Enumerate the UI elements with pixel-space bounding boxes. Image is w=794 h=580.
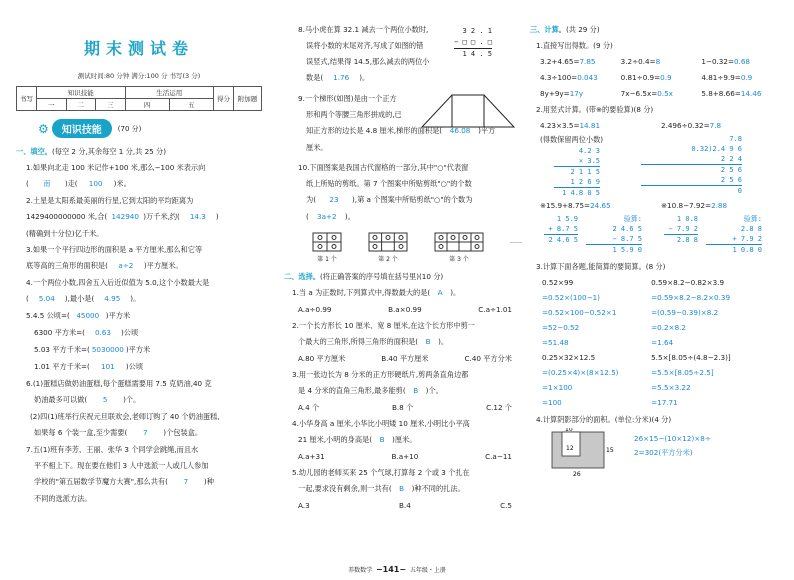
answer[interactable]: B xyxy=(379,435,385,444)
exam-info: 测试时间:80 分钟 满分:100 分 书写(3 分) xyxy=(77,72,201,80)
answer[interactable]: 4.95 xyxy=(104,294,121,303)
vertical-multiplication: 4.2 3 × 3.5 2 1 1 5 1 2 6 9 1 4.8 0 5 xyxy=(540,146,600,198)
answer[interactable]: 5.04 xyxy=(38,294,55,303)
section-points: (70 分) xyxy=(117,124,142,133)
question-4: 4.一个两位小数,四舍五入后近似值为 5.0,这个小数最大是 ( 5.04 ),最小是( 4.95 )。 xyxy=(16,275,262,308)
question-6: 6.(1)蛋糕店做奶油蛋糕,每个蛋糕需要用 7.5 克奶油,40 克 奶油最多可以做( 5 )个。 (2)四(1)班举行庆祝元旦联欢会,老师订购了 40 个奶油蛋糕, 如果每 6 个装一盒,至少需要( 7 )个包装盒。 xyxy=(16,376,262,442)
section-head xyxy=(16,119,262,138)
column-right: 三、计算。(共 29 分) 1.直接写出得数。(9 分) 3.2+4.65=7.85 3.2÷0.4=8 1−0.32=0.68 4.3÷100=0.043 0.81÷0.9=0.9 4.81÷9.9=0.9 8y+9y=17y 7x−6.5x=0.5x 5.8+8.66=14.46 2.用竖式计算。(带※的要验算)(8 分) 4.23×3.5=14.81 2.496÷0.32=7.8 (得数保留两位小数) 4.2 3 × 3.5 2 1 1 5 1 2 6 9 1 4.8 0 5 7.8 0.32)2.4 9 6 2 2 4 2 5 6 2 5 6 0 ※15.9+8.75=24.65 ※10.8−7.92=2.88 1 5.9 + 8.7 5 2 4.6 5 验算: 2 4.6 5 − 8.7 5 1 5.9 0 1 0.8 − 7.9 2 2.8 8 验算: 2.8 8 + 7.9 2 1 0.8 0 3.计算下面各题,能简算的要简算。(8 分) 0.52×99 =0.52×(100−1) =0.52×100−0.52×1 =52−0.52 =51.48 0.59×8.2−0.82×3.9 =0.59×8.2−8.2×0.39 =(0.59−0.39)×8.2 =0.2×8.2 =1.64 0.25×32×12.5 =(0.25×4)×(8×12.5) =1×100 =100 5.5×[8.05÷(4.8−2.3)] =5.5×[8.05÷2.5] =5.5×3.22 =17.71 4.计算阴影部分的面积。(单位:分米)(4 分) 10 12 15 26 26×15−(10×12)×8÷ 2=302(平方分米) xyxy=(530,22,782,478)
question-5: 5.4.5 公顷=( 45000 )平方米 6300 平方米=( 0.63 )公顷 5.03 平方千米=( 5030000 )平方米 1.01 平方千米=( 101 )公顷 xyxy=(16,308,262,376)
answer[interactable]: 101 xyxy=(101,362,115,371)
window-pattern: 第 1 个 xyxy=(312,232,342,263)
pattern-ellipsis: …… xyxy=(510,238,522,245)
part-head: 三、计算。(共 29 分) xyxy=(530,25,600,34)
score-cell: 四 xyxy=(125,99,169,111)
svg-text:10: 10 xyxy=(565,428,573,433)
vertical-subtraction: 1 0.8 − 7.9 2 2.8 8 xyxy=(664,214,698,255)
svg-text:15: 15 xyxy=(606,447,614,454)
option[interactable]: A.3 xyxy=(298,501,310,510)
option[interactable]: B.40 平方厘米 xyxy=(381,354,429,363)
answer[interactable]: 142940 xyxy=(111,212,139,221)
score-cell: 得分 xyxy=(214,87,234,111)
answer[interactable]: 14.3 xyxy=(189,212,206,221)
section-badge: 知识技能 xyxy=(52,119,112,138)
option[interactable]: B.4 xyxy=(398,501,411,510)
calc3-head: 3.计算下面各题,能简算的要简算。(8 分) xyxy=(536,262,666,271)
answer[interactable]: 1.76 xyxy=(333,73,350,82)
answer[interactable]: B xyxy=(399,484,405,493)
answer[interactable]: 100 xyxy=(88,179,103,188)
vertical-addition: 1 5.9 + 8.7 5 2 4.6 5 xyxy=(544,214,578,255)
mc-question-3: 3.用一张边长为 8 分米的正方形硬纸片,剪两条直角边都 是 4 分米的直角三角形,最多能剪( B )个。 A.4 个 B.8 个 C.12 个 xyxy=(284,367,522,416)
check-subtraction: 验算: 2 4.6 5 − 8.7 5 1 5.9 0 xyxy=(586,214,642,255)
window-pattern-row xyxy=(284,232,522,263)
simplify-block: 0.52×99 =0.52×(100−1) =0.52×100−0.52×1 =52−0.52 =51.48 0.59×8.2−0.82×3.9 =0.59×8.2−8.2×0.39 =(0.59−0.39)×8.2 =0.2×8.2 =1.64 xyxy=(542,278,731,347)
window-pattern: 第 2 个 xyxy=(368,232,408,263)
score-cell: 一 xyxy=(37,99,67,111)
page-title: 期末测试卷 xyxy=(83,39,194,58)
mc-question-4: 4.小华身高 a 厘米,小华比小明矮 10 厘米,小明比小平高 21 厘米,小明的身高是( B )厘米。 A.a+31 B.a+10 C.a−11 xyxy=(284,416,522,465)
column-left xyxy=(16,22,262,507)
answer[interactable]: A xyxy=(437,288,443,297)
simplify-block-2: 0.25×32×12.5 =(0.25×4)×(8×12.5) =1×100 =100 5.5×[8.05÷(4.8−2.3)] =5.5×[8.05÷2.5] =5.5×3.22 =17.71 xyxy=(542,353,731,407)
score-cell: 二 xyxy=(66,99,96,111)
question-7: 7.五(1)班有李芳、王丽、张华 3 个同学会跳绳,而且水 平不相上下。现在要在他们 3 人中选派一人或几人参加 学校的"第五届数学节魔方大赛",那么共有( 7 )种 不同的选派方法。 xyxy=(26,445,214,503)
page-footer: 养数数学 −141− 五年级・上册 xyxy=(348,565,446,574)
mc-question-5: 5.幼儿园的老师买来 25 个气球,打算每 2 个或 3 个扎在 一起,要求没有剩余,则一共有( B )种不同的扎法。 A.3 B.4 C.5 xyxy=(284,465,522,514)
calc4-head: 4.计算阴影部分的面积。(单位:分米)(4 分) xyxy=(536,415,672,424)
part-head: 一、填空。(每空 2 分,其余每空 1 分,共 25 分) xyxy=(16,147,167,156)
trapezoid-figure xyxy=(420,93,516,129)
option[interactable]: B.a+10 xyxy=(391,452,419,461)
answer[interactable]: 0.63 xyxy=(94,328,111,337)
column-middle xyxy=(284,22,522,514)
option[interactable]: B.a×0.99 xyxy=(388,305,422,314)
score-cell: 生活运用 xyxy=(125,87,214,99)
shaded-area-figure xyxy=(540,428,630,478)
area-solution: 26×15−(10×12)×8÷ 2=302(平方分米) xyxy=(634,434,711,457)
score-cell: 三 xyxy=(96,99,126,111)
option[interactable]: B.8 个 xyxy=(391,403,414,412)
mc-question-2: 2.一个长方形长 10 厘米、宽 8 厘米,在这个长方形中剪一 个最大的三角形,所得三角形的面积是( B )。 A.80 平方厘米 B.40 平方厘米 C.40 平方分米 xyxy=(284,318,522,367)
option[interactable]: A.80 平方厘米 xyxy=(298,354,346,363)
option[interactable]: C.12 个 xyxy=(486,403,512,412)
option[interactable]: A.a÷0.99 xyxy=(298,305,332,314)
question-3: 3.如果一个平行四边形的面积是 a 平方厘米,那么和它等 底等高的三角形的面积是( a÷2 )平方厘米。 xyxy=(16,242,262,275)
mental-math: 3.2+4.65=7.85 3.2÷0.4=8 1−0.32=0.68 4.3÷100=0.043 0.81÷0.9=0.9 4.81÷9.9=0.9 8y+9y=17y 7x−6.5x=0.5x 5.8+8.66=14.46 xyxy=(540,57,762,98)
option[interactable]: C.5 xyxy=(500,501,512,510)
score-cell: 知识技能 xyxy=(37,87,126,99)
answer[interactable]: 45000 xyxy=(76,311,100,320)
mc-question-1: 1.当 a 为正数时,下列算式中,得数最大的是( A )。 A.a÷0.99 B.a×0.99 C.a÷1.01 xyxy=(284,285,522,318)
answer[interactable]: 5 xyxy=(102,395,108,404)
answer[interactable]: 7 xyxy=(183,477,189,486)
question-1: 1.如果向北走 100 米记作+100 米,那么−100 米表示向 ( 南 )走( 100 )米。 xyxy=(16,160,262,193)
check-addition: 验算: 2.8 8 + 7.9 2 1 0.8 0 xyxy=(706,214,762,255)
answer[interactable]: 5030000 xyxy=(91,345,124,354)
option[interactable]: A.4 个 xyxy=(298,403,320,412)
gear-icon: ⚙ xyxy=(38,121,49,136)
vertical-division: 7.8 0.32)2.4 9 6 2 2 4 2 5 6 2 5 6 0 xyxy=(641,134,782,198)
score-cell: 附加题 xyxy=(234,87,262,111)
svg-text:12: 12 xyxy=(566,445,574,452)
score-table xyxy=(16,86,262,111)
question-2: 2.土星是太阳系最美丽的行星,它到太阳的平均距离为 1429400000000 米,合( 142940 )万千米,约( 14.3 ) (精确到十分位)亿千米。 xyxy=(26,196,219,238)
answer[interactable]: 3a+2 xyxy=(317,212,337,221)
answer[interactable]: 46.08 xyxy=(449,126,471,135)
page-number: −141− xyxy=(375,565,407,574)
question-10: 10.下面图案是我国古代窗格的一部分,其中"○"代表窗 纸上所贴的剪纸。第 7 个图案中所贴剪纸"○"的个数 为( 23 ),第 a 个图案中所贴剪纸"○"的个数为 ( 3a+2 )。 第 1 个 第 2 个 第 3 个 …… xyxy=(284,160,522,263)
calc1-head: 1.直接写出得数。(9 分) xyxy=(536,41,613,50)
answer[interactable]: 南 xyxy=(43,179,51,188)
question-9: 9.一个梯形(如图)是由一个正方 形和两个等腰三角形拼成的,已 知正方形的边长是 4.8 厘米,梯形的面积是( 46.08 )平方 厘米。 xyxy=(284,91,522,156)
score-cell: 书写 xyxy=(17,87,37,111)
wrong-vertical-subtraction: 3 2 . 1 − □ □ . □ 1 4 . 5 xyxy=(454,27,492,58)
option[interactable]: A.a+31 xyxy=(298,452,325,461)
part-head: 二、选择。(将正确答案的序号填在括号里)(10 分) xyxy=(284,272,444,281)
calc2-head: 2.用竖式计算。(带※的要验算)(8 分) xyxy=(536,105,654,114)
answer[interactable]: B xyxy=(425,337,431,346)
answer[interactable]: 7 xyxy=(143,428,148,437)
window-pattern: 第 3 个 xyxy=(434,232,484,263)
option[interactable]: C.a÷1.01 xyxy=(478,305,512,314)
score-cell: 五 xyxy=(169,99,213,111)
answer[interactable]: B xyxy=(413,386,419,395)
answer[interactable]: 23 xyxy=(329,195,339,204)
option[interactable]: C.40 平方分米 xyxy=(464,354,512,363)
option[interactable]: C.a−11 xyxy=(485,452,512,461)
svg-text:26: 26 xyxy=(573,471,581,478)
answer[interactable]: a÷2 xyxy=(118,261,134,270)
question-8: 8.马小虎在算 32.1 减去一个两位小数时, 误将小数的末尾对齐,写成了如图的错 误竖式,结果得 14.5,那么减去的两位小 数是( 1.76 )。 3 2 . 1 − □ □ . □ 1 4 . 5 xyxy=(284,22,522,87)
